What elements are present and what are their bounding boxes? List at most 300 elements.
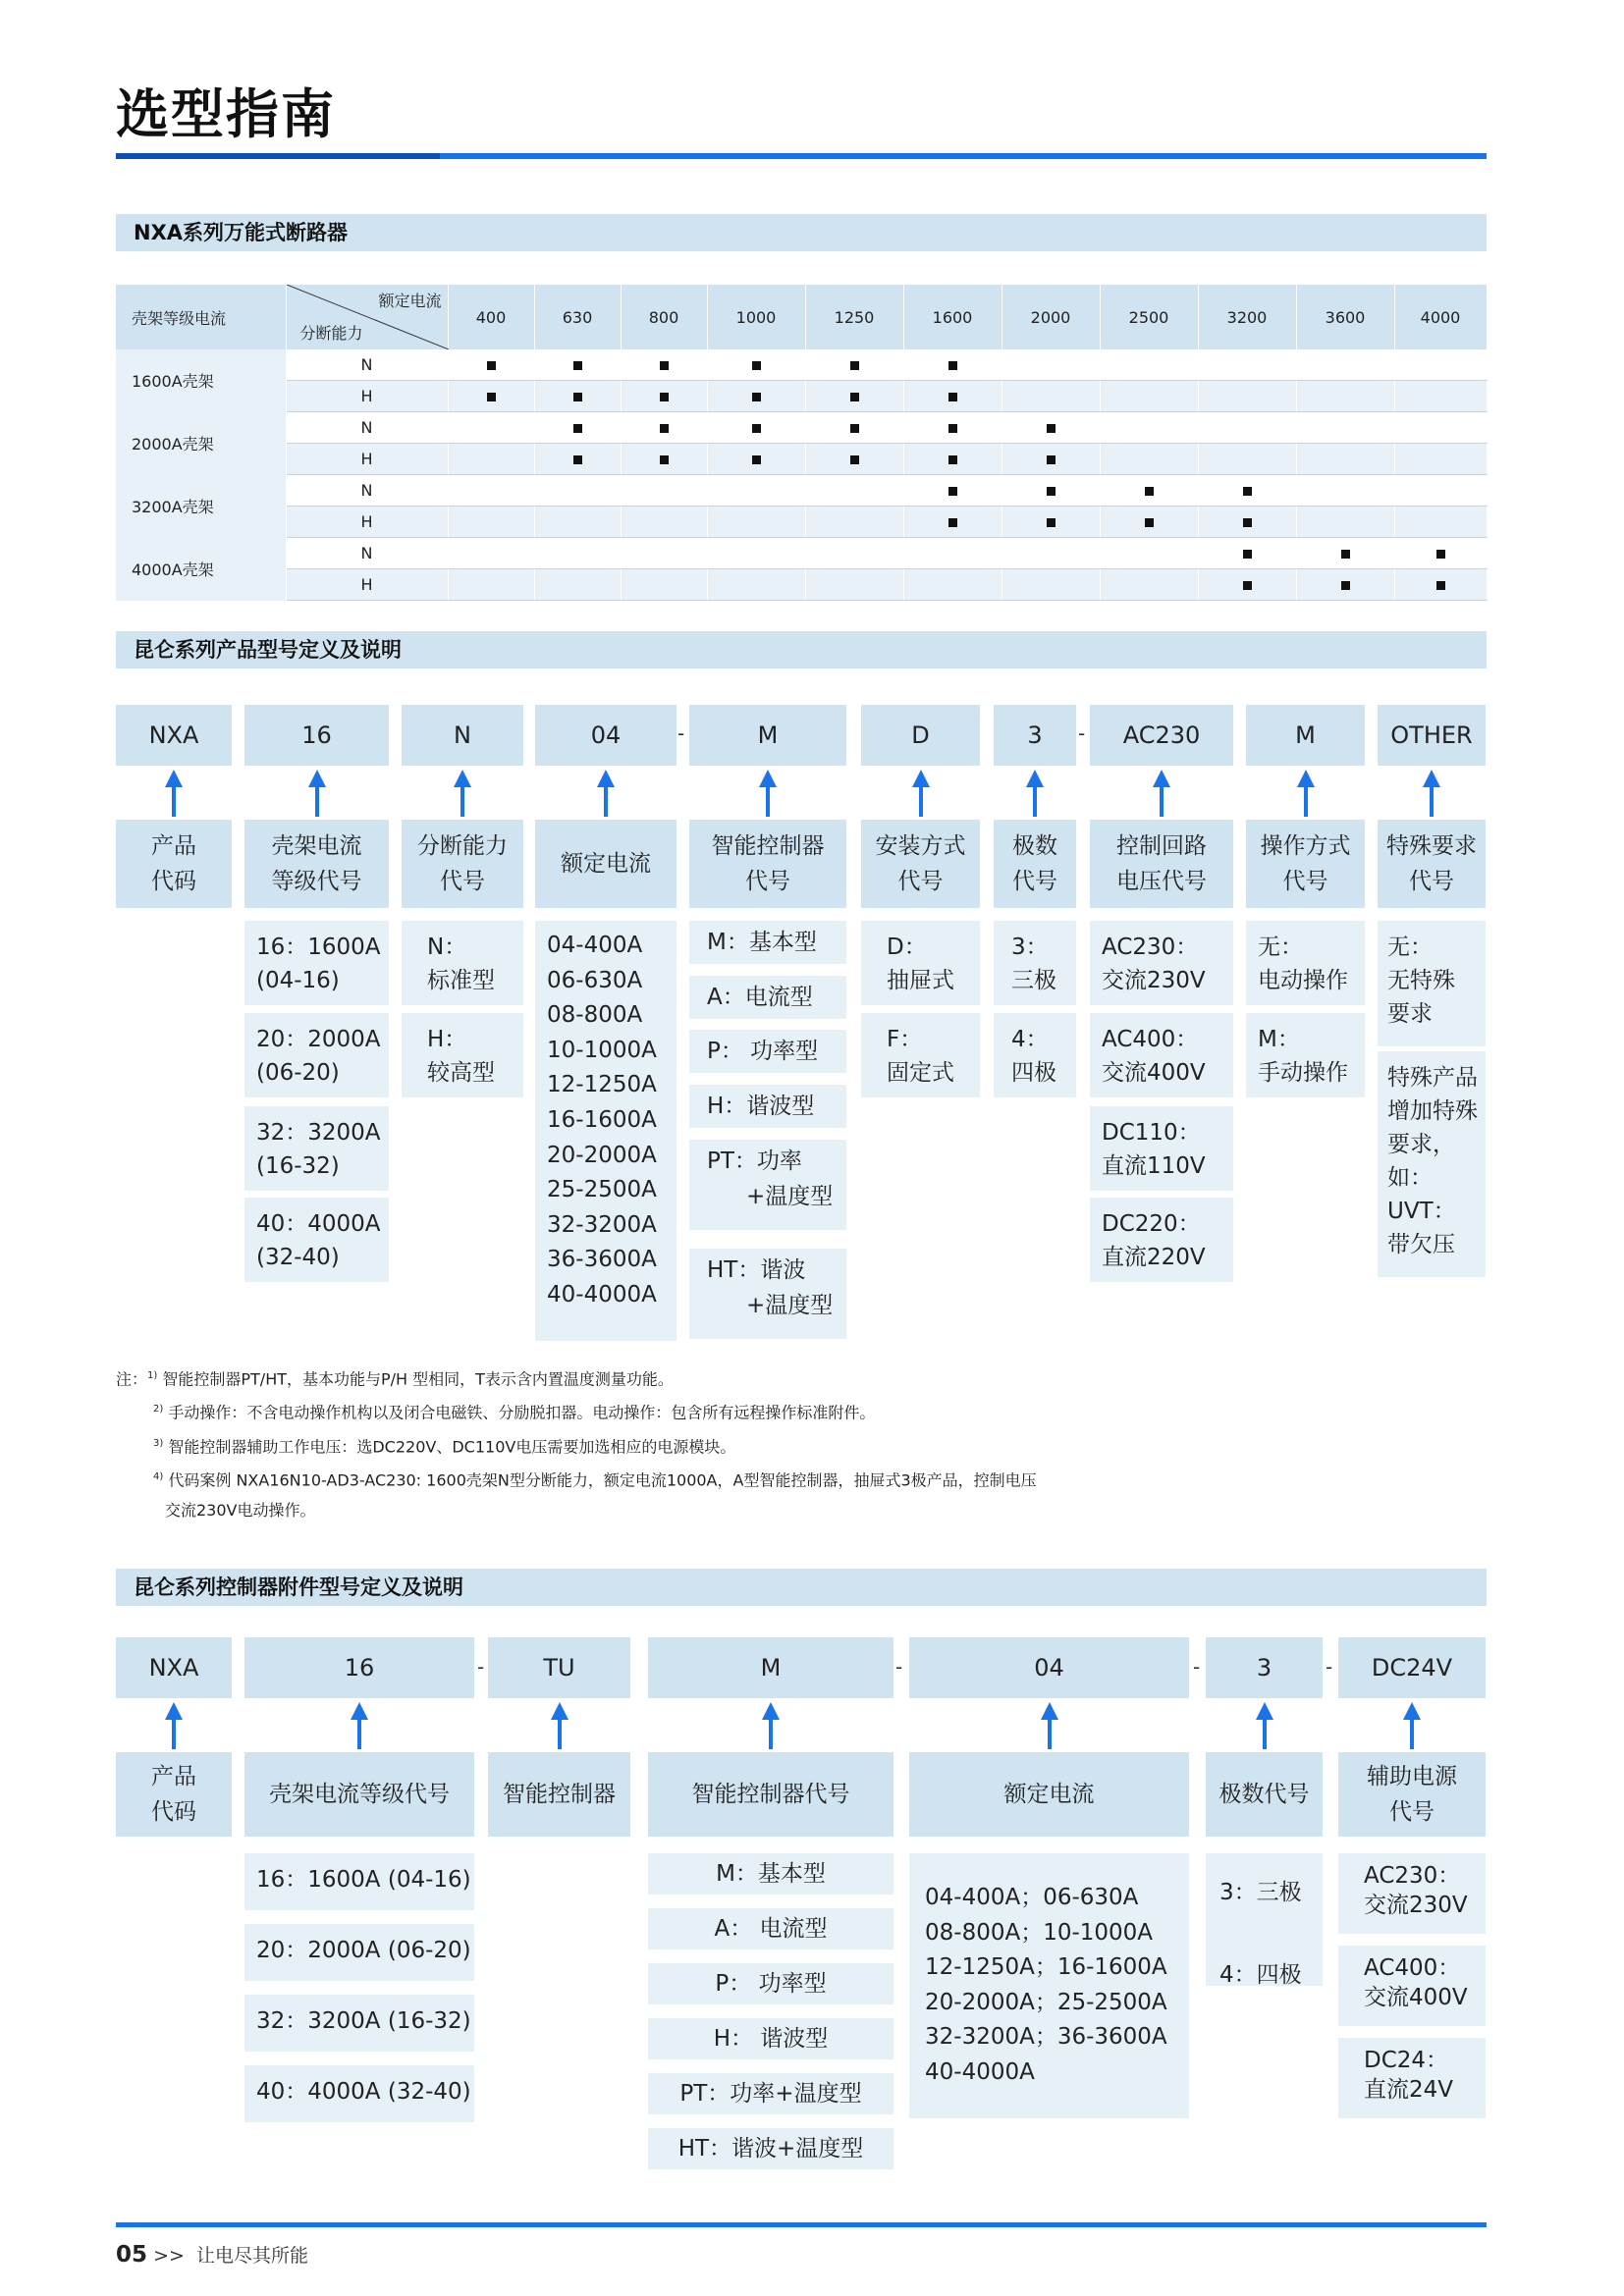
note-1: [116, 1361, 1471, 1394]
option-line: 增加特殊: [1387, 1098, 1478, 1124]
frame-option: 32：3200A (16-32): [244, 1995, 474, 2052]
header-current-800: 800: [621, 285, 707, 349]
table-cell: [1296, 412, 1394, 444]
caption-line: 产品: [151, 833, 196, 859]
table-cell: [805, 475, 903, 507]
option-line: 交流400V: [1102, 1060, 1206, 1086]
table-cell: [1198, 538, 1296, 569]
caption-line: 代码: [151, 869, 196, 894]
current-option: 16-1600A: [547, 1106, 657, 1133]
header-breaking-capacity: 分断能力: [299, 324, 363, 343]
table-cell: [903, 475, 1001, 507]
header-current-630: 630: [534, 285, 621, 349]
note-4: [116, 1462, 1471, 1495]
current-line: 40-4000A: [925, 2058, 1035, 2085]
note-number: 4): [153, 1470, 164, 1482]
frame-opts-item: [244, 1106, 389, 1191]
option-line: 固定式: [887, 1060, 954, 1086]
available-mark: [850, 424, 859, 433]
available-mark: [1341, 550, 1350, 559]
code-box-9: M: [1246, 705, 1365, 766]
option-line: 抽屉式: [887, 968, 954, 993]
frame-label: 4000A壳架: [116, 538, 286, 601]
option-line: 如：: [1387, 1165, 1433, 1191]
caption-box-7: [994, 820, 1076, 908]
table-cell: [707, 538, 805, 569]
caption-line: 代号: [897, 869, 944, 894]
aux-power-option: [1338, 1946, 1486, 2026]
code-box-10: OTHER: [1378, 705, 1486, 766]
dash-separator: -: [895, 1655, 903, 1679]
current-option: 40-4000A: [547, 1281, 657, 1308]
option-line: 3：: [1011, 934, 1049, 960]
title-underline: [116, 153, 1487, 159]
frame-option: 40：4000A (32-40): [244, 2065, 474, 2122]
breaking-level: N: [286, 349, 448, 381]
table-cell: [448, 538, 534, 569]
table-cell: [1100, 381, 1198, 412]
option-line: 交流400V: [1364, 1985, 1468, 2010]
table-cell: [1296, 538, 1394, 569]
caption-box-2: [244, 1752, 474, 1837]
caption-box-8: [1090, 820, 1233, 908]
available-mark: [1436, 550, 1445, 559]
table-cell: [805, 381, 903, 412]
table-cell: [621, 569, 707, 601]
caption-box-6: [1206, 1752, 1323, 1837]
table-cell: [448, 507, 534, 538]
option-line: 三极: [1011, 968, 1056, 993]
controller-option: [689, 1140, 846, 1230]
frame-label: 2000A壳架: [116, 412, 286, 475]
note-4-continuation: 交流230V电动操作。: [165, 1501, 316, 1521]
up-arrow-icon: [769, 1718, 773, 1749]
available-mark: [1341, 581, 1350, 590]
table-cell: [805, 538, 903, 569]
option-line: 40：4000A: [256, 1211, 381, 1237]
available-mark: [573, 361, 582, 370]
caption-line: 智能控制器: [711, 833, 825, 859]
table-cell: [1394, 538, 1487, 569]
up-arrow-icon: [919, 785, 923, 817]
caption-line: 电压代号: [1116, 869, 1207, 894]
voltage-opts-item: [1090, 1198, 1233, 1282]
voltage-opts-item: [1090, 921, 1233, 1005]
table-cell: [1198, 569, 1296, 601]
available-mark: [1047, 455, 1056, 464]
aux-power-option: [1338, 1853, 1486, 1934]
available-mark: [1436, 581, 1445, 590]
option-line: 特殊产品: [1387, 1065, 1478, 1091]
option-line: H：谐波型: [707, 1094, 815, 1119]
note-3: [116, 1428, 1471, 1462]
option-line: 直流220V: [1102, 1245, 1206, 1270]
controller-option: H： 谐波型: [648, 2018, 893, 2059]
available-mark: [948, 518, 957, 527]
current-option: 06-630A: [547, 967, 643, 993]
caption-line: 智能控制器: [503, 1782, 616, 1807]
dash-separator: -: [477, 1655, 485, 1679]
option-line: (16-32): [256, 1153, 340, 1179]
header-current-3600: 3600: [1296, 285, 1394, 349]
available-mark: [1145, 518, 1154, 527]
available-mark: [660, 424, 669, 433]
table-cell: [1394, 507, 1487, 538]
option-line: 电动操作: [1258, 968, 1348, 993]
table-row: [116, 349, 1487, 381]
table-cell: [1394, 412, 1487, 444]
caption-line: 分断能力: [417, 833, 508, 859]
table-cell: [805, 507, 903, 538]
code-box-4: 04: [535, 705, 677, 766]
available-mark: [850, 393, 859, 401]
table-cell: [534, 444, 621, 475]
option-line: N：: [427, 934, 467, 960]
table-cell: [1001, 349, 1100, 381]
current-line: 08-800A；10-1000A: [925, 1919, 1154, 1946]
note-number: 1): [147, 1370, 158, 1381]
operation-opts-item: [1246, 921, 1365, 1005]
note-number: 3): [153, 1437, 164, 1449]
table-cell: [621, 507, 707, 538]
option-line: HT：谐波: [707, 1257, 806, 1283]
table-cell: [805, 444, 903, 475]
table-cell: [707, 475, 805, 507]
caption-box-1: [116, 1752, 232, 1837]
dash-separator: -: [1078, 721, 1086, 745]
up-arrow-icon: [1410, 1718, 1414, 1749]
table-row: [116, 507, 1487, 538]
caption-box-3: [488, 1752, 630, 1837]
available-mark: [1047, 424, 1056, 433]
up-arrow-icon: [604, 785, 608, 817]
available-mark: [660, 455, 669, 464]
caption-line: 额定电流: [1003, 1782, 1095, 1807]
table-cell: [903, 444, 1001, 475]
mount-opts-item: [861, 921, 980, 1005]
caption-box-4: [648, 1752, 893, 1837]
table-cell: [1296, 507, 1394, 538]
up-arrow-icon: [460, 785, 464, 817]
option-line: UVT：: [1387, 1199, 1456, 1224]
pole-option: 3：三极: [1219, 1880, 1302, 1905]
table-row: [116, 475, 1487, 507]
breaking-level: H: [286, 381, 448, 412]
option-line: 交流230V: [1364, 1893, 1468, 1918]
caption-line: 操作方式: [1260, 833, 1351, 859]
controller-option: A： 电流型: [648, 1908, 893, 1949]
table-cell: [1100, 538, 1198, 569]
current-option: 10-1000A: [547, 1037, 657, 1063]
caption-line: 等级代号: [271, 869, 362, 894]
aux-power-option: [1338, 2038, 1486, 2118]
available-mark: [1047, 487, 1056, 496]
footer-line: [116, 2222, 1487, 2227]
available-mark: [948, 455, 957, 464]
voltage-opts-item: [1090, 1013, 1233, 1097]
option-line: 直流24V: [1364, 2077, 1454, 2103]
up-arrow-icon: [1263, 1718, 1267, 1749]
table-cell: [621, 475, 707, 507]
caption-line: 代号: [1389, 1799, 1435, 1825]
table-cell: [448, 569, 534, 601]
caption-line: 代号: [745, 869, 790, 894]
table-cell: [1001, 538, 1100, 569]
caption-line: 壳架电流: [271, 833, 362, 859]
controller-option: [689, 976, 846, 1019]
code-box-5: M: [689, 705, 846, 766]
code-box-6: 3: [1206, 1637, 1323, 1698]
available-mark: [1243, 550, 1252, 559]
option-line: M：基本型: [707, 930, 817, 955]
up-arrow-icon: [172, 785, 176, 817]
option-line: DC24：: [1364, 2048, 1449, 2073]
table-cell: [1296, 444, 1394, 475]
up-arrow-icon: [1430, 785, 1434, 817]
option-line: 带欠压: [1387, 1232, 1455, 1257]
dash-separator: -: [1193, 1655, 1201, 1679]
caption-box-3: [402, 820, 523, 908]
available-mark: [948, 361, 957, 370]
option-line: AC230：: [1102, 934, 1199, 960]
option-line: (04-16): [256, 968, 340, 993]
breaking-level: H: [286, 507, 448, 538]
breaking-level: N: [286, 412, 448, 444]
controller-option: [689, 1030, 846, 1073]
table-cell: [621, 444, 707, 475]
table-row: [116, 538, 1487, 569]
table-row: [116, 412, 1487, 444]
table-cell: [1198, 475, 1296, 507]
table-cell: [534, 349, 621, 381]
option-line: H：: [427, 1027, 467, 1052]
caption-line: 极数代号: [1218, 1782, 1310, 1807]
page-number: 05: [116, 2242, 148, 2268]
option-line: +温度型: [746, 1293, 834, 1318]
table-cell: [707, 444, 805, 475]
section-title-controller-accessory: 昆仑系列控制器附件型号定义及说明: [116, 1569, 1487, 1606]
available-mark: [573, 424, 582, 433]
table-cell: [1100, 507, 1198, 538]
rated-current-list: [535, 921, 677, 1341]
table-cell: [1100, 412, 1198, 444]
section-title-product-model: 昆仑系列产品型号定义及说明: [116, 631, 1487, 668]
table-row: [116, 381, 1487, 412]
page-title: 选型指南: [116, 83, 336, 145]
pole-options: [1206, 1853, 1323, 1986]
current-line: 32-3200A；36-3600A: [925, 2024, 1167, 2051]
frame-label: 1600A壳架: [116, 349, 286, 412]
caption-box-4: [535, 820, 677, 908]
table-cell: [903, 412, 1001, 444]
caption-line: 代号: [1012, 869, 1057, 894]
option-line: AC400：: [1102, 1027, 1199, 1052]
caption-box-7: [1338, 1752, 1486, 1837]
code-box-1: NXA: [116, 1637, 232, 1698]
option-line: (06-20): [256, 1060, 340, 1086]
pole-opts-item: [994, 921, 1076, 1005]
table-cell: [1100, 349, 1198, 381]
table-cell: [805, 412, 903, 444]
table-cell: [805, 569, 903, 601]
code-box-1: NXA: [116, 705, 232, 766]
option-line: A：电流型: [707, 985, 813, 1010]
caption-line: 代码: [151, 1799, 196, 1825]
table-cell: [707, 569, 805, 601]
dash-separator: -: [1326, 1655, 1333, 1679]
option-line: AC400：: [1364, 1955, 1461, 1981]
caption-line: 辅助电源: [1367, 1764, 1457, 1789]
pole-option: 4：四极: [1219, 1962, 1302, 1988]
table-cell: [448, 475, 534, 507]
option-line: 16：1600A: [256, 934, 381, 960]
table-cell: [707, 381, 805, 412]
available-mark: [660, 361, 669, 370]
available-mark: [752, 361, 761, 370]
footer-slogan: 让电尽其所能: [196, 2245, 309, 2267]
note-text: 手动操作：不含电动操作机构以及闭合电磁铁、分励脱扣器。电动操作：包含所有远程操作标准附件。: [168, 1403, 876, 1422]
breaking-opts-item: [402, 1013, 523, 1097]
breaking-level: N: [286, 475, 448, 507]
available-mark: [487, 393, 496, 401]
option-line: DC220：: [1102, 1211, 1201, 1237]
available-mark: [752, 424, 761, 433]
option-line: DC110：: [1102, 1120, 1201, 1146]
caption-box-6: [861, 820, 980, 908]
table-cell: [1394, 349, 1487, 381]
note-text: 智能控制器辅助工作电压：选DC220V、DC110V电压需要加选相应的电源模块。: [168, 1436, 736, 1456]
option-line: 32：3200A: [256, 1120, 381, 1146]
table-cell: [903, 507, 1001, 538]
table-cell: [448, 381, 534, 412]
code-box-7: 3: [994, 705, 1076, 766]
table-cell: [903, 349, 1001, 381]
current-option: 36-3600A: [547, 1247, 657, 1273]
caption-line: 智能控制器代号: [691, 1782, 850, 1807]
frame-option: 16：1600A (04-16): [244, 1853, 474, 1910]
available-mark: [1243, 487, 1252, 496]
table-cell: [707, 349, 805, 381]
available-mark: [573, 455, 582, 464]
current-option: 32-3200A: [547, 1211, 657, 1238]
table-cell: [534, 538, 621, 569]
current-line: 12-1250A；16-1600A: [925, 1954, 1167, 1981]
table-cell: [1394, 444, 1487, 475]
table-cell: [903, 538, 1001, 569]
available-mark: [850, 455, 859, 464]
header-current-1000: 1000: [707, 285, 805, 349]
mount-opts-item: [861, 1013, 980, 1097]
table-cell: [1001, 475, 1100, 507]
table-cell: [448, 412, 534, 444]
up-arrow-icon: [172, 1718, 176, 1749]
current-option: 08-800A: [547, 1002, 643, 1029]
caption-box-5: [909, 1752, 1189, 1837]
option-line: 要求，: [1387, 1132, 1455, 1157]
table-cell: [534, 475, 621, 507]
caption-line: 代号: [1409, 869, 1454, 894]
up-arrow-icon: [1048, 1718, 1052, 1749]
table-cell: [1394, 381, 1487, 412]
controller-option: P： 功率型: [648, 1963, 893, 2004]
caption-box-2: [244, 820, 389, 908]
breaking-level: H: [286, 569, 448, 601]
table-cell: [1001, 381, 1100, 412]
code-box-3: N: [402, 705, 523, 766]
frame-opts-item: [244, 1198, 389, 1282]
selection-table: [116, 285, 1488, 601]
option-line: 无特殊: [1387, 968, 1455, 993]
option-line: 标准型: [427, 968, 495, 993]
frame-option: 20：2000A (06-20): [244, 1924, 474, 1981]
option-line: M：: [1258, 1027, 1300, 1052]
table-cell: [1001, 569, 1100, 601]
table-cell: [534, 381, 621, 412]
footer-separator: >>: [153, 2245, 185, 2267]
code-box-3: TU: [488, 1637, 630, 1698]
available-mark: [1047, 518, 1056, 527]
header-current-2500: 2500: [1100, 285, 1198, 349]
breaking-opts-item: [402, 921, 523, 1005]
option-line: +温度型: [746, 1184, 834, 1209]
caption-line: 额定电流: [561, 851, 651, 877]
controller-option: [689, 1249, 846, 1339]
table-cell: [1100, 569, 1198, 601]
note-prefix: 注：: [116, 1369, 148, 1389]
table-cell: [1100, 444, 1198, 475]
controller-option: [689, 921, 846, 964]
option-line: F：: [887, 1027, 923, 1052]
option-line: D：: [887, 934, 927, 960]
option-line: 较高型: [427, 1060, 495, 1086]
option-line: 无：: [1387, 934, 1433, 960]
table-cell: [1394, 569, 1487, 601]
available-mark: [948, 424, 957, 433]
table-cell: [1296, 475, 1394, 507]
table-cell: [534, 412, 621, 444]
table-cell: [1198, 507, 1296, 538]
controller-option: PT：功率+温度型: [648, 2073, 893, 2114]
code-box-2: 16: [244, 1637, 474, 1698]
table-cell: [1001, 412, 1100, 444]
table-cell: [448, 444, 534, 475]
code-box-5: 04: [909, 1637, 1189, 1698]
header-current-400: 400: [448, 285, 534, 349]
dash-separator: -: [677, 721, 685, 745]
available-mark: [850, 361, 859, 370]
frame-opts-item: [244, 921, 389, 1005]
option-line: 无：: [1258, 934, 1303, 960]
controller-option: HT：谐波+温度型: [648, 2128, 893, 2169]
available-mark: [1243, 518, 1252, 527]
header-current-1250: 1250: [805, 285, 903, 349]
table-cell: [448, 349, 534, 381]
notes: [116, 1361, 1471, 1525]
option-line: 交流230V: [1102, 968, 1206, 993]
table-cell: [621, 349, 707, 381]
code-box-2: 16: [244, 705, 389, 766]
table-cell: [1198, 412, 1296, 444]
operation-opts-item: [1246, 1013, 1365, 1097]
header-current-3200: 3200: [1198, 285, 1296, 349]
up-arrow-icon: [1160, 785, 1164, 817]
table-cell: [707, 412, 805, 444]
option-line: 20：2000A: [256, 1027, 381, 1052]
header-rated-current: 额定电流: [378, 292, 442, 310]
note-text: 智能控制器PT/HT，基本功能与P/H 型相同，T表示含内置温度测量功能。: [162, 1369, 674, 1389]
available-mark: [487, 361, 496, 370]
option-line: 四极: [1011, 1060, 1056, 1086]
